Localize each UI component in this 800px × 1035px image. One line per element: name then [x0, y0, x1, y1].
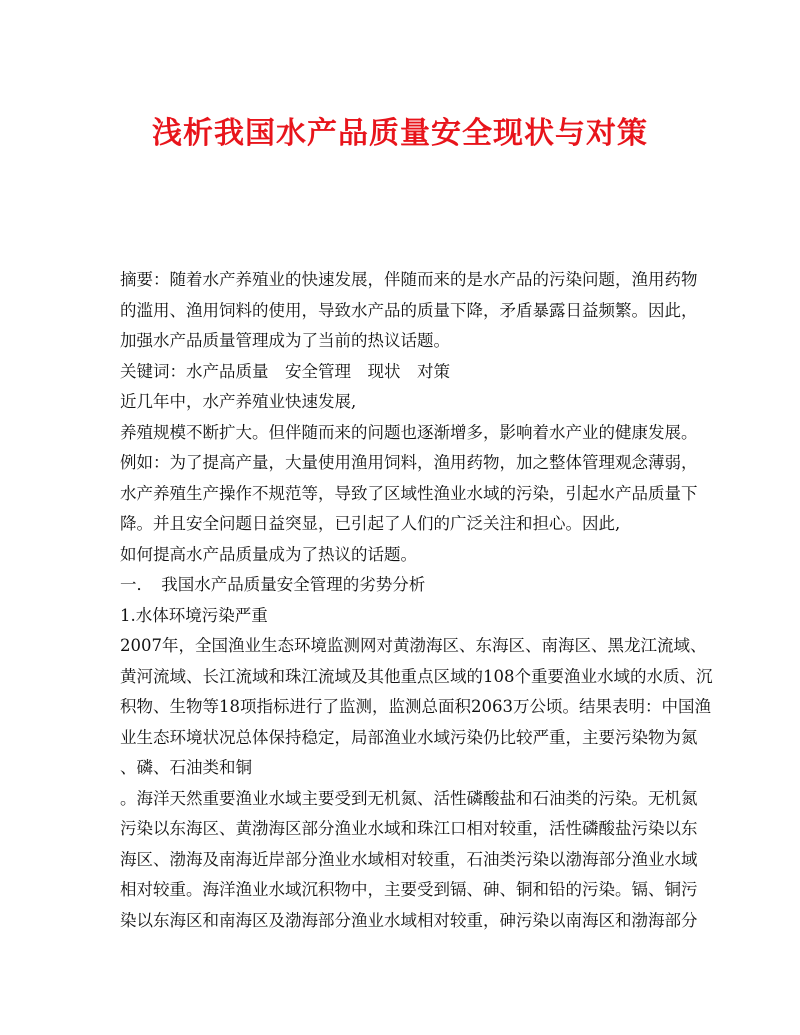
body-line: 摘要：随着水产养殖业的快速发展，伴随而来的是水产品的污染问题，渔用药物	[120, 270, 698, 289]
body-line: 加强水产品质量管理成为了当前的热议话题。	[120, 331, 450, 350]
document-body	[120, 265, 713, 936]
body-line: 降。并且安全问题日益突显，已引起了人们的广泛关注和担心。因此,	[120, 514, 621, 533]
body-line: 染以东海区和南海区及渤海部分渔业水域相对较重，砷污染以南海区和渤海部分	[120, 910, 698, 930]
body-line: 如何提高水产品质量成为了热议的话题。	[120, 544, 417, 564]
document-title: 浅析我国水产品质量安全现状与对策	[152, 116, 648, 151]
body-line: 例如：为了提高产量，大量使用渔用饲料，渔用药物，加之整体管理观念薄弱，	[120, 453, 698, 472]
body-line: 业生态环境状况总体保持稳定，局部渔业水域污染仍比较严重，主要污染物为氮	[120, 727, 698, 747]
body-line: 、磷、石油类和铜	[120, 758, 252, 777]
body-line: 相对较重。海洋渔业水域沉积物中，主要受到镉、砷、铜和铅的污染。镉、铜污	[120, 880, 698, 899]
body-line: 1.水体环境污染严重	[120, 605, 268, 625]
body-line: 污染以东海区、黄渤海区部分渔业水域和珠江口相对较重，活性磷酸盐污染以东	[120, 819, 698, 838]
body-line: 关键词：水产品质量 安全管理 现状 对策	[120, 361, 450, 381]
body-line: 养殖规模不断扩大。但伴随而来的问题也逐渐增多，影响着水产业的健康发展。	[120, 422, 698, 442]
body-line: 2007年，全国渔业生态环境监测网对黄渤海区、东海区、南海区、黑龙江流域、	[120, 636, 707, 655]
body-line: 水产养殖生产操作不规范等，导致了区域性渔业水域的污染，引起水产品质量下	[120, 483, 698, 503]
body-line: 黄河流域、长江流域和珠江流域及其他重点区域的108个重要渔业水域的水质、沉	[120, 666, 713, 686]
body-line: 海区、渤海及南海近岸部分渔业水域相对较重，石油类污染以渤海部分渔业水域	[120, 849, 698, 869]
body-line: 近几年中，水产养殖业快速发展,	[120, 392, 357, 411]
body-line: 的滥用、渔用饲料的使用，导致水产品的质量下降，矛盾暴露日益频繁。因此，	[120, 300, 698, 320]
body-line: 一． 我国水产品质量安全管理的劣势分析	[120, 575, 426, 594]
body-line: 。海洋天然重要渔业水域主要受到无机氮、活性磷酸盐和石油类的污染。无机氮	[120, 788, 698, 808]
body-line: 积物、生物等18项指标进行了监测，监测总面积2063万公顷。结果表明：中国渔	[120, 697, 711, 716]
